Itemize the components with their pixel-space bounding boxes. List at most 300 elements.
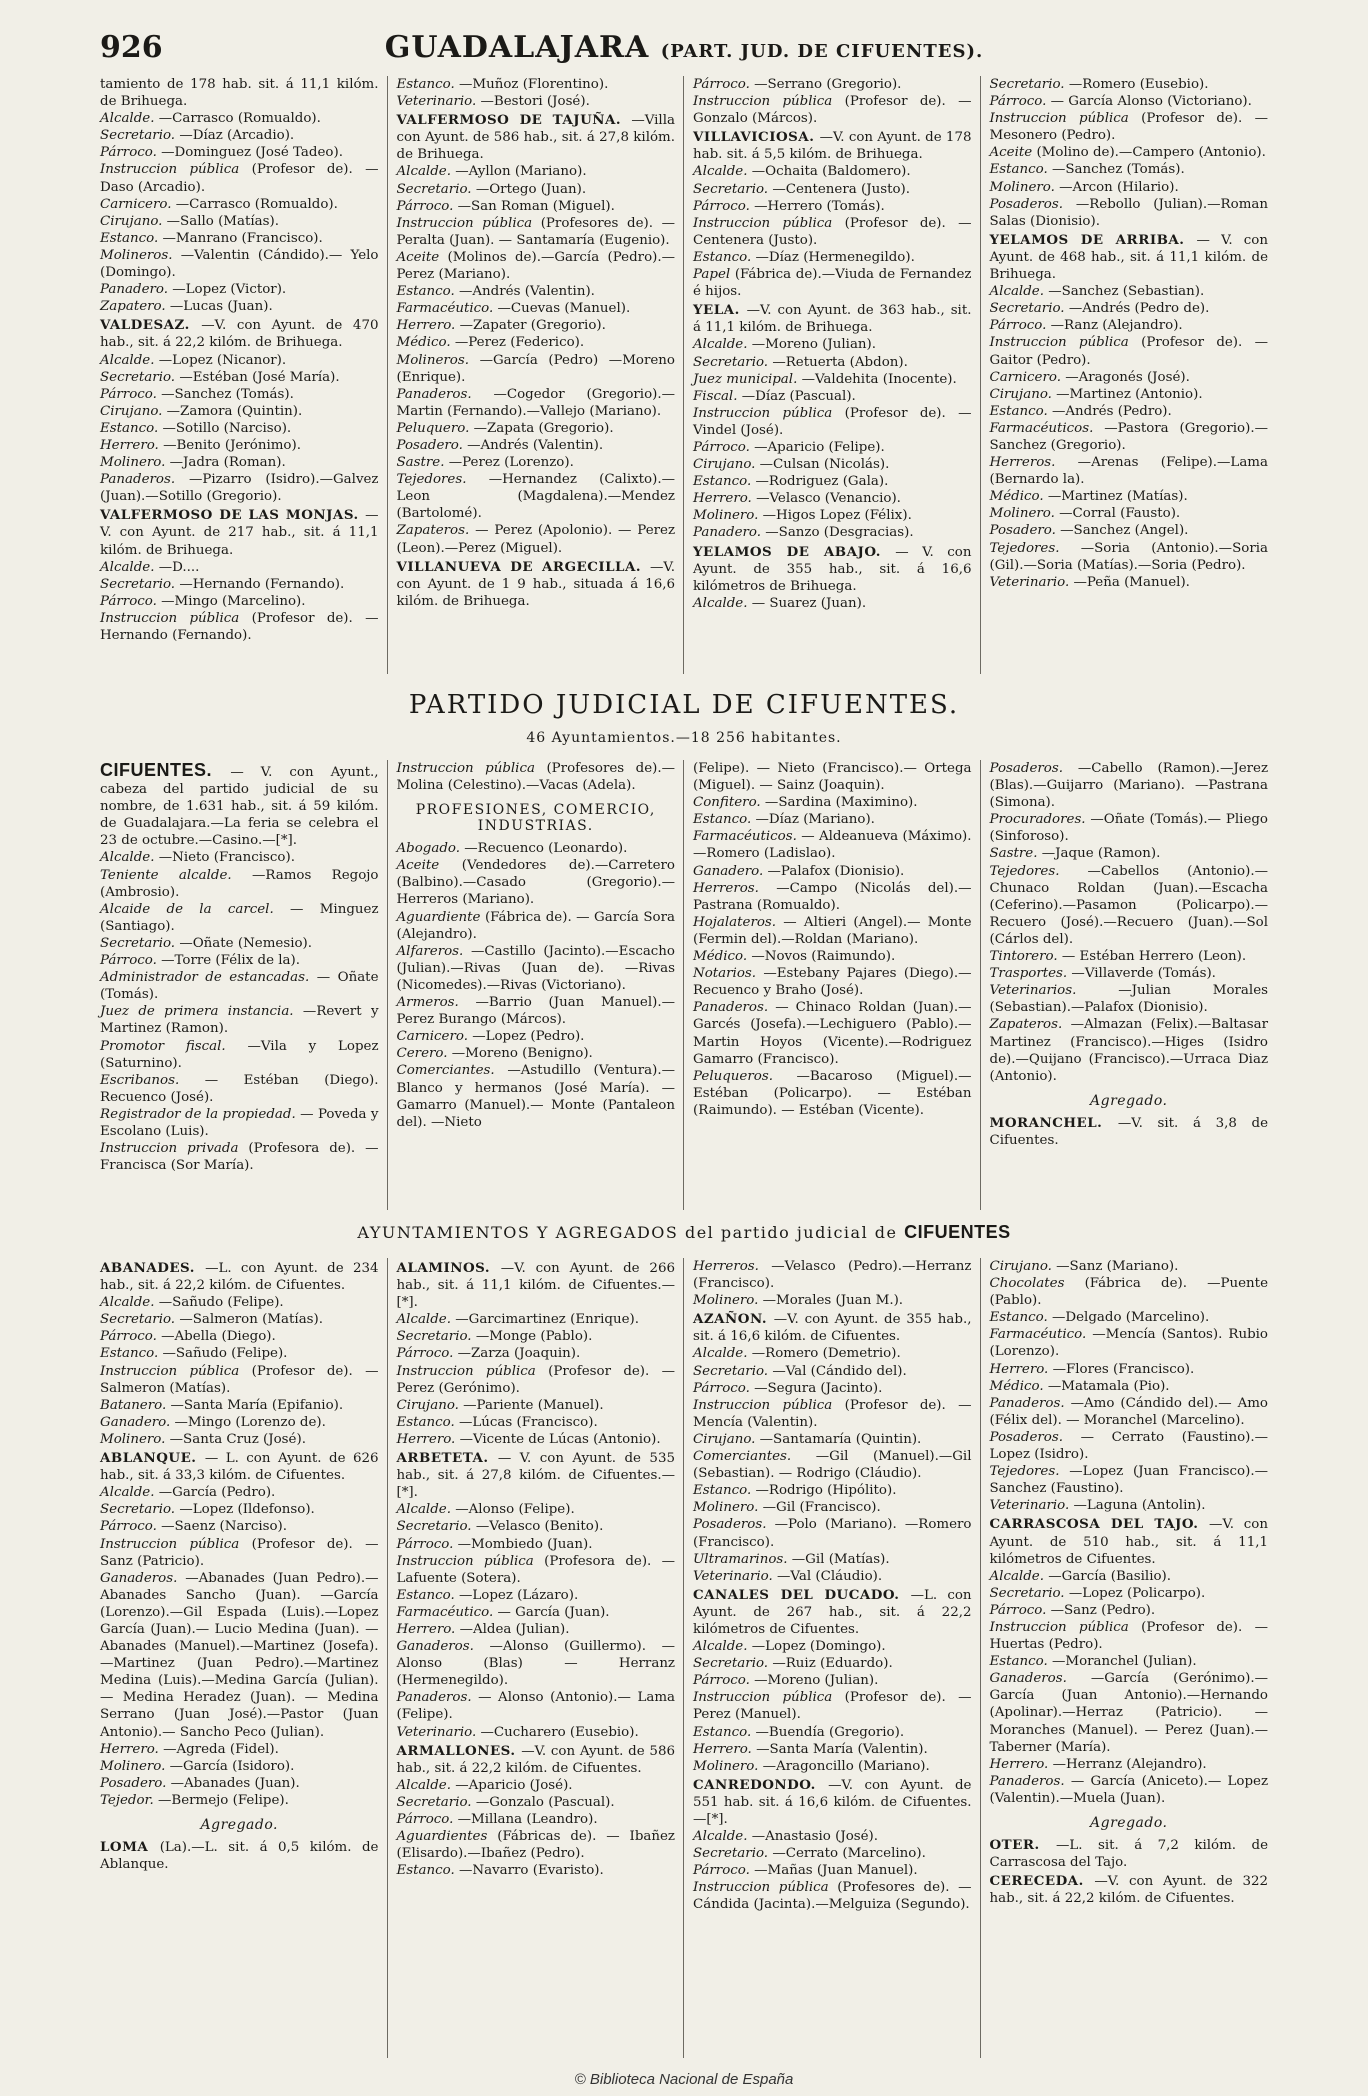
- directory-entry: [397, 283, 676, 300]
- entry-role: Ganaderos.: [100, 1570, 186, 1586]
- entry-text: —Sallo (Matías).: [166, 213, 280, 229]
- directory-entry: [990, 317, 1269, 334]
- entry-role: Secretario.: [100, 576, 180, 592]
- directory-entry: [693, 1448, 972, 1482]
- entry-text: —Abanades (Juan Pedro).—Abanades Sancho (Juan). —García (Lorenzo).—Gil Espada (Luis).—Lopez García (Juan).— Lucio Medina (Juan). — Abanades (Manuel).—Martinez (Josefa). —Martinez (Juan Pedro).—Martinez Medina (Luis).—Medina García (Julian). — Medina Heradez (Juan). — Medina Serrano (Juan José).—Pastor (Juan Antonio).— Sancho Peco (Julian).: [100, 1570, 379, 1740]
- directory-entry: [990, 522, 1269, 539]
- entry-role: Alcalde.: [100, 559, 159, 575]
- entry-role: Estanco.: [693, 1483, 756, 1499]
- directory-entry: [397, 760, 676, 794]
- entry-text: —Mingo (Lorenzo de).: [174, 1414, 326, 1430]
- page-number: 926: [100, 30, 163, 65]
- directory-entry: [693, 760, 972, 794]
- directory-entry: [100, 247, 379, 281]
- ayuntamientos-heading-text: AYUNTAMIENTOS Y AGREGADOS del partido judicial de: [357, 1223, 898, 1242]
- entry-role: Instruccion pública: [396, 215, 541, 231]
- directory-entry: [100, 281, 379, 298]
- entry-role: Secretario.: [100, 1502, 180, 1518]
- town-entry: [693, 129, 972, 163]
- entry-text: —Pastora (Gregorio).—Sanchez (Gregorio).: [989, 420, 1268, 453]
- bottom-column-4: [990, 1258, 1269, 2058]
- directory-entry: [397, 840, 676, 857]
- directory-entry: [990, 334, 1269, 368]
- entry-text: —Anastasio (José).: [751, 1829, 879, 1845]
- directory-entry: [100, 471, 379, 505]
- entry-role: Párroco.: [100, 593, 162, 609]
- directory-entry: [397, 1397, 676, 1414]
- directory-entry: [100, 1484, 379, 1501]
- entry-text: —Val (Cándido del).: [772, 1363, 907, 1379]
- entry-text: —Almazan (Felix).—Baltasar Martinez (Francisco).—Higes (Isidro de).—Quijano (Francisco).—Urraca Diaz (Antonio).: [989, 1017, 1268, 1084]
- entry-text: (Vendedores de).—Carretero (Balbino).—Casado (Gregorio).—Herreros (Mariano).: [396, 858, 675, 908]
- entry-text: —Lopez (Pedro).: [472, 1029, 585, 1045]
- entry-role: Papel: [693, 267, 735, 283]
- entry-text: —Mencía (Santos). Rubio (Lorenzo).: [989, 1327, 1268, 1360]
- entry-text: —Moreno (Julian).: [754, 1673, 879, 1689]
- directory-entry: [397, 1062, 676, 1130]
- entry-text: (Profesores de).—Molina (Celestino).—Vacas (Adela).: [396, 761, 675, 794]
- entry-text: (Profesor de). —Mesonero (Pedro).: [989, 111, 1268, 144]
- entry-role: Juez de primera instancia.: [100, 1004, 303, 1020]
- town-entry: [397, 559, 676, 610]
- entry-text: —Andrés (Pedro de).: [1068, 301, 1210, 317]
- entry-text: —San Roman (Miguel).: [457, 198, 615, 214]
- entry-text: — Oñate (Tomás).: [100, 970, 379, 1003]
- entry-role: Alcalde.: [693, 1829, 752, 1845]
- entry-text: (Profesor de). —Perez (Manuel).: [693, 1690, 972, 1723]
- entry-text: —Castillo (Jacinto).—Escacho (Julian).—Rivas (Juan de). —Rivas (Nicomedes).—Rivas (Victoriano).: [396, 943, 675, 993]
- entry-text: —Saenz (Narciso).: [161, 1519, 288, 1535]
- entry-role: Instruccion pública: [396, 1363, 549, 1379]
- entry-text: —Herrero (Tomás).: [754, 198, 885, 214]
- directory-entry: [693, 1758, 972, 1775]
- entry-text: —Arcon (Hilario).: [1059, 179, 1179, 195]
- entry-text: —Muñoz (Florentino).: [458, 77, 609, 92]
- entry-role: Herrero.: [989, 1756, 1053, 1772]
- entry-role: Farmacéuticos.: [989, 420, 1105, 436]
- directory-entry: [100, 935, 379, 952]
- entry-text: —Monge (Pablo).: [475, 1329, 593, 1345]
- entry-text: —Sañudo (Felipe).: [162, 1346, 288, 1362]
- directory-entry: [693, 828, 972, 862]
- entry-text: —Sanz (Mariano).: [1056, 1259, 1179, 1274]
- entry-role: Secretario.: [989, 301, 1069, 317]
- entry-text: — Minguez (Santiago).: [100, 901, 379, 934]
- directory-entry: [397, 1328, 676, 1345]
- entry-role: Farmacéuticos.: [693, 829, 802, 845]
- entry-text: —Cogedor (Gregorio).— Martin (Fernando).—Vallejo (Mariano).: [396, 386, 676, 419]
- entry-text: —Higos Lopez (Félix).: [762, 508, 912, 524]
- entry-text: — V. con Ayunt. de 535 hab., sit. á 27,8 kilóm. de Cifuentes.—[*].: [396, 1451, 675, 1501]
- directory-entry: [693, 880, 972, 914]
- directory-entry: [100, 576, 379, 593]
- entry-text: —Lopez (Juan Francisco).—Sanchez (Faustino).: [989, 1464, 1268, 1497]
- directory-entry: [990, 1429, 1269, 1463]
- entry-text: —Lopez (Ildefonso).: [179, 1502, 315, 1518]
- directory-entry: [693, 595, 972, 612]
- directory-entry: [693, 198, 972, 215]
- entry-text: —Carrasco (Romualdo).: [158, 111, 321, 127]
- directory-entry: [397, 1431, 676, 1448]
- entry-role: Instruccion pública: [693, 215, 845, 231]
- entry-role: Párroco.: [396, 1346, 458, 1362]
- entry-role: Herreros.: [693, 880, 777, 896]
- entry-text: —Estéban (José María).: [179, 369, 340, 385]
- mid-column-3: [693, 760, 972, 1210]
- entry-role: Párroco.: [693, 198, 755, 214]
- entry-text: —Cabello (Ramon).—Jerez (Blas).—Guijarro (Mariano). —Pastrana (Simona).: [989, 761, 1269, 811]
- partido-subtitle: 46 Ayuntamientos.—18 256 habitantes.: [526, 730, 842, 746]
- entry-role: Alcalde.: [693, 595, 752, 611]
- directory-entry: [397, 300, 676, 317]
- directory-entry: [397, 1862, 676, 1879]
- entry-text: —Estebany Pajares (Diego).—Recuenco y Braho (José).: [693, 966, 972, 999]
- entry-role: Posadero.: [989, 523, 1061, 539]
- entry-role: Aceite: [989, 145, 1037, 161]
- directory-entry: [397, 1518, 676, 1535]
- entry-role: Instruccion pública: [100, 1363, 252, 1379]
- entry-role: Ganadero.: [100, 1414, 175, 1430]
- entry-text: —García (Basilio).: [1048, 1568, 1172, 1584]
- directory-entry: [990, 1463, 1269, 1497]
- entry-role: Párroco.: [989, 94, 1051, 110]
- directory-entry: [100, 196, 379, 213]
- entry-role: Panaderos.: [396, 1690, 479, 1706]
- entry-role: Estanco.: [396, 77, 459, 92]
- directory-entry: [100, 1501, 379, 1518]
- directory-entry: [397, 1777, 676, 1794]
- entry-role: Estanco.: [989, 1310, 1052, 1326]
- entry-role: Alcalde.: [396, 1502, 456, 1518]
- directory-entry: [100, 867, 379, 901]
- directory-entry: [100, 1003, 379, 1037]
- entry-role: Peluquero.: [396, 420, 474, 436]
- entry-role: Herrero.: [100, 1741, 164, 1757]
- entry-text: —Garcimartinez (Enrique).: [455, 1312, 640, 1328]
- directory-entry: [990, 179, 1269, 196]
- directory-entry: [693, 76, 972, 93]
- directory-entry: [100, 1397, 379, 1414]
- entry-role: Comerciantes.: [396, 1063, 508, 1079]
- town-entry: [990, 1115, 1269, 1149]
- entry-role: Médico.: [989, 1378, 1048, 1394]
- entry-text: —Carrasco (Romualdo).: [175, 196, 338, 212]
- entry-text: —V. con Ayunt. de 470 hab., sit. á 22,2 kilóm. de Brihuega.: [100, 318, 379, 351]
- entry-text: —Hernandez (Calixto).— Leon (Magdalena).—Mendez (Bartolomé).: [396, 472, 675, 522]
- entry-text: (Profesores de). —Peralta (Juan). — Santamaría (Eugenio).: [396, 215, 675, 248]
- directory-entry: [990, 1361, 1269, 1378]
- entry-text: —Díaz (Arcadio).: [179, 128, 295, 144]
- entry-role: Molineros.: [396, 352, 480, 368]
- entry-role: Notarios.: [693, 966, 764, 982]
- entry-role: Posadero.: [100, 1775, 171, 1791]
- entry-text: —Vicente de Lúcas (Antonio).: [459, 1431, 661, 1447]
- entry-text: — Suarez (Juan).: [751, 595, 867, 611]
- directory-entry: [990, 1670, 1269, 1755]
- directory-entry: [100, 230, 379, 247]
- directory-entry: [100, 610, 379, 644]
- bottom-column-2: [397, 1258, 676, 2058]
- entry-text: —Aparicio (José).: [455, 1777, 573, 1793]
- entry-role: Instruccion pública: [693, 1690, 845, 1706]
- town-entry: [397, 1260, 676, 1311]
- entry-text: —Laguna (Antolin).: [1073, 1498, 1206, 1514]
- town-name: CANREDONDO.: [693, 1776, 829, 1793]
- entry-text: —Sanz (Pedro).: [1050, 1602, 1156, 1618]
- directory-entry: [693, 1380, 972, 1397]
- entry-role: Panaderos.: [396, 386, 494, 402]
- entry-role: Alcalde.: [100, 111, 159, 127]
- entry-text: —Sanchez (Tomás).: [1051, 162, 1185, 178]
- directory-entry: [990, 76, 1269, 93]
- entry-text: (Profesor de). —Gaitor (Pedro).: [989, 335, 1268, 368]
- entry-text: (Profesor de). —Perez (Gerónimo).: [396, 1363, 675, 1396]
- directory-entry: [990, 574, 1269, 591]
- directory-entry: [990, 1773, 1269, 1807]
- entry-text: —L. con Ayunt. de 234 hab., sit. á 22,2 kilóm. de Cifuentes.: [100, 1261, 379, 1294]
- entry-role: Párroco.: [100, 953, 162, 969]
- directory-entry: [990, 863, 1269, 948]
- entry-text: —Manrano (Francisco).: [162, 230, 323, 246]
- entry-text: — García Alonso (Victoriano).: [1050, 94, 1252, 110]
- entry-text: —Andrés (Pedro).: [1051, 403, 1172, 419]
- entry-role: Estanco.: [693, 474, 756, 490]
- entry-role: Zapateros.: [396, 523, 476, 539]
- directory-entry: [990, 1585, 1269, 1602]
- section-subheading: PROFESIONES, COMERCIO, INDUSTRIAS.: [415, 802, 656, 835]
- entry-text: —Navarro (Evaristo).: [458, 1863, 604, 1879]
- directory-entry: [397, 215, 676, 249]
- directory-entry: [100, 1536, 379, 1570]
- town-name: AZAÑON.: [693, 1311, 774, 1328]
- entry-text: —Romero (Demetrio).: [751, 1346, 901, 1362]
- entry-text: —Martinez (Matías).: [1047, 489, 1188, 505]
- town-entry: [990, 232, 1269, 283]
- entry-text: —Ruiz (Eduardo).: [772, 1656, 893, 1672]
- directory-entry: [693, 1741, 972, 1758]
- entry-text: — Cerrato (Faustino).— Lopez (Isidro).: [989, 1429, 1269, 1463]
- entry-role: Párroco.: [693, 1673, 755, 1689]
- entry-text: —Ortego (Juan).: [475, 181, 587, 197]
- directory-entry: [693, 439, 972, 456]
- entry-role: Herrero.: [693, 1741, 757, 1757]
- entry-role: Panaderos.: [100, 472, 189, 488]
- directory-entry: [397, 1724, 676, 1741]
- directory-entry: [990, 369, 1269, 386]
- directory-entry: [100, 76, 379, 110]
- entry-text: —Aparicio (Felipe).: [754, 439, 885, 455]
- entry-role: Aguardientes: [396, 1829, 498, 1845]
- entry-text: — Poveda y Escolano (Luis).: [100, 1106, 379, 1139]
- section-subheading: Agregado.: [1090, 1092, 1168, 1109]
- entry-role: Sastre.: [989, 846, 1042, 862]
- town-entry: [100, 1450, 379, 1484]
- entry-role: Molinero.: [989, 179, 1060, 195]
- entry-role: Instruccion privada: [100, 1141, 249, 1157]
- entry-role: Panaderos.: [989, 1773, 1071, 1789]
- entry-role: Párroco.: [396, 1812, 458, 1827]
- entry-text: —Polo (Mariano). —Romero (Francisco).: [693, 1517, 972, 1550]
- directory-entry: [100, 1038, 379, 1072]
- entry-text: —Julian Morales (Sebastian).—Palafox (Dionisio).: [989, 983, 1268, 1016]
- entry-role: Ultramarinos.: [693, 1551, 792, 1567]
- town-entry: [990, 1516, 1269, 1567]
- entry-text: —Aldea (Julian).: [459, 1621, 570, 1637]
- section-subheading: Agregado.: [200, 1817, 278, 1833]
- directory-entry: [100, 1106, 379, 1140]
- directory-entry: [990, 144, 1269, 161]
- directory-entry: [693, 1363, 972, 1380]
- entry-text: —Val (Cláudio).: [777, 1568, 883, 1584]
- directory-entry: [397, 1828, 676, 1862]
- entry-text: —Jaque (Ramon).: [1041, 846, 1161, 862]
- entry-text: —Moreno (Benigno).: [451, 1046, 593, 1062]
- entry-role: Secretario.: [989, 1585, 1069, 1601]
- town-entry: [397, 112, 676, 163]
- entry-text: —V. con Ayunt. de 1 9 hab., situada á 16,6 kilóm. de Brihuega.: [396, 559, 675, 609]
- entry-text: —Santamaría (Quintin).: [759, 1431, 922, 1447]
- entry-role: Tejedores.: [989, 540, 1081, 556]
- entry-text: (Felipe). — Nieto (Francisco).— Ortega (Miguel). — Sainz (Joaquin).: [693, 761, 972, 794]
- directory-entry: [100, 1758, 379, 1775]
- directory-entry: [990, 110, 1269, 144]
- entry-role: Ganaderos.: [989, 1671, 1091, 1687]
- entry-role: Procuradores.: [989, 812, 1091, 828]
- entry-role: Posaderos.: [989, 1429, 1081, 1445]
- directory-entry: [693, 1828, 972, 1845]
- directory-entry: [397, 1414, 676, 1431]
- entry-role: Párroco.: [693, 1863, 755, 1879]
- entry-text: (Molinos de).—García (Pedro).—Perez (Mariano).: [396, 249, 675, 283]
- entry-text: —Flores (Francisco).: [1052, 1361, 1195, 1377]
- directory-entry: [693, 405, 972, 439]
- entry-text: —Mingo (Marcelino).: [161, 593, 306, 609]
- entry-role: Tintorero.: [989, 949, 1062, 965]
- entry-text: tamiento de 178 hab. sit. á 11,1 kilóm. de Brihuega.: [100, 77, 379, 110]
- town-entry: [693, 544, 972, 595]
- directory-entry: [397, 76, 676, 93]
- entry-text: — Aldeanueva (Máximo).—Romero (Ladislao).: [693, 829, 972, 862]
- entry-text: —Gil (Manuel).—Gil (Sebastian). — Rodrigo (Cláudio).: [693, 1449, 972, 1482]
- directory-entry: [693, 1879, 972, 1913]
- entry-role: Veterinario.: [396, 1724, 481, 1740]
- directory-entry: [990, 505, 1269, 522]
- directory-entry: [693, 215, 972, 249]
- entry-role: Estanco.: [100, 1346, 163, 1362]
- directory-entry: [397, 1536, 676, 1553]
- entry-role: Estanco.: [100, 230, 163, 246]
- entry-text: —Rodrigo (Hipólito).: [755, 1483, 897, 1499]
- directory-entry: [397, 1501, 676, 1518]
- entry-text: —Valentin (Cándido).— Yelo (Domingo).: [100, 247, 379, 281]
- entry-text: —Torre (Félix de la).: [161, 953, 301, 969]
- entry-role: Estanco.: [100, 420, 163, 436]
- entry-text: —Cabellos (Antonio).— Chunaco Roldan (Juan).—Escacha (Ceferino).—Pasamon (Policarpo).—Recuero (José).—Recuero (Juan).—Sol (Cárlos del).: [989, 863, 1268, 947]
- entry-text: —Peña (Manuel).: [1073, 574, 1190, 590]
- directory-entry: [693, 266, 972, 300]
- entry-text: —Abanades (Juan).: [170, 1775, 300, 1791]
- directory-entry: [990, 760, 1269, 811]
- directory-entry: [990, 196, 1269, 230]
- entry-role: Secretario.: [693, 1846, 773, 1862]
- entry-role: Herrero.: [396, 318, 460, 334]
- entry-role: Párroco.: [100, 1519, 162, 1535]
- entry-text: —Pizarro (Isidro).—Galvez (Juan).—Sotillo (Gregorio).: [100, 472, 379, 505]
- entry-text: —V. sit. á 3,8 de Cifuentes.: [989, 1115, 1268, 1148]
- entry-role: Molineros.: [100, 247, 181, 263]
- directory-entry: [693, 163, 972, 180]
- entry-text: —Cucharero (Eusebio).: [480, 1724, 639, 1740]
- town-name: YELAMOS DE ARRIBA.: [989, 231, 1197, 248]
- directory-entry: [397, 1638, 676, 1689]
- entry-role: Tejedores.: [396, 472, 489, 488]
- directory-entry: [100, 110, 379, 127]
- entry-text: —Sotillo (Narciso).: [162, 420, 292, 436]
- entry-text: (Profesor de). —Hernando (Fernando).: [100, 610, 379, 643]
- entry-text: —Velasco (Benito).: [475, 1519, 604, 1535]
- entry-text: —Sanzo (Desgracias).: [765, 525, 914, 541]
- entry-role: Instruccion pública: [989, 111, 1142, 127]
- entry-role: Escribanos.: [100, 1072, 205, 1088]
- entry-role: Molinero.: [989, 506, 1060, 522]
- entry-text: —Santa María (Valentin).: [756, 1741, 928, 1757]
- entry-text: —Perez (Federico).: [454, 335, 585, 351]
- town-entry: [100, 317, 379, 351]
- directory-entry: [693, 948, 972, 965]
- directory-entry: [397, 437, 676, 454]
- entry-role: Teniente alcalde.: [100, 867, 252, 883]
- entry-text: —Perez (Lorenzo).: [448, 455, 574, 471]
- directory-entry: [100, 127, 379, 144]
- directory-entry: [693, 1068, 972, 1119]
- directory-entry: [397, 198, 676, 215]
- entry-text: —Aragonés (José).: [1065, 369, 1190, 385]
- directory-entry: [100, 352, 379, 369]
- entry-role: Cirujano.: [693, 457, 760, 473]
- directory-entry: [397, 943, 676, 994]
- top-column-2: [397, 76, 676, 674]
- entry-role: Aguardiente: [396, 909, 485, 925]
- partido-title: PARTIDO JUDICIAL DE CIFUENTES.: [408, 690, 960, 720]
- town-name: CIFUENTES.: [100, 760, 231, 780]
- entry-text: (Fábrica de). —Puente (Pablo).: [989, 1276, 1268, 1309]
- directory-entry: [693, 490, 972, 507]
- entry-role: Instruccion pública: [693, 94, 845, 110]
- directory-entry: [397, 857, 676, 908]
- entry-text: — Perez (Apolonio). — Perez (Leon).—Perez (Miguel).: [396, 523, 675, 556]
- entry-text: (La).—L. sit. á 0,5 kilóm. de Ablanque.: [100, 1840, 379, 1873]
- entry-text: —Barrio (Juan Manuel).— Perez Burango (Márcos).: [396, 995, 675, 1028]
- directory-entry: [693, 863, 972, 880]
- entry-role: Secretario.: [100, 128, 180, 144]
- entry-text: —Ranz (Alejandro).: [1050, 318, 1183, 334]
- entry-text: —Rebollo (Julian).—Roman Salas (Dionisio).: [989, 196, 1269, 229]
- entry-text: —Abella (Diego).: [161, 1329, 276, 1345]
- entry-text: —Bacaroso (Miguel).— Estéban (Policarpo). — Estéban (Raimundo). — Estéban (Vicente).: [693, 1068, 972, 1118]
- directory-entry: [100, 144, 379, 161]
- entry-role: Estanco.: [989, 1654, 1052, 1670]
- entry-text: —Soria (Antonio).—Soria (Gil).—Soria (Matías).—Soria (Pedro).: [989, 540, 1268, 573]
- directory-entry: [397, 1689, 676, 1723]
- entry-text: —Gil (Matías).: [791, 1551, 890, 1567]
- entry-text: —Campo (Nicolás del).— Pastrana (Romualdo).: [693, 880, 972, 913]
- town-name: YELAMOS DE ABAJO.: [693, 543, 896, 560]
- directory-entry: [693, 1845, 972, 1862]
- directory-entry: [693, 1672, 972, 1689]
- entry-role: Secretario.: [396, 1794, 476, 1810]
- entry-role: Carnicero.: [396, 1029, 473, 1045]
- entry-text: —Bermejo (Felipe).: [157, 1792, 289, 1808]
